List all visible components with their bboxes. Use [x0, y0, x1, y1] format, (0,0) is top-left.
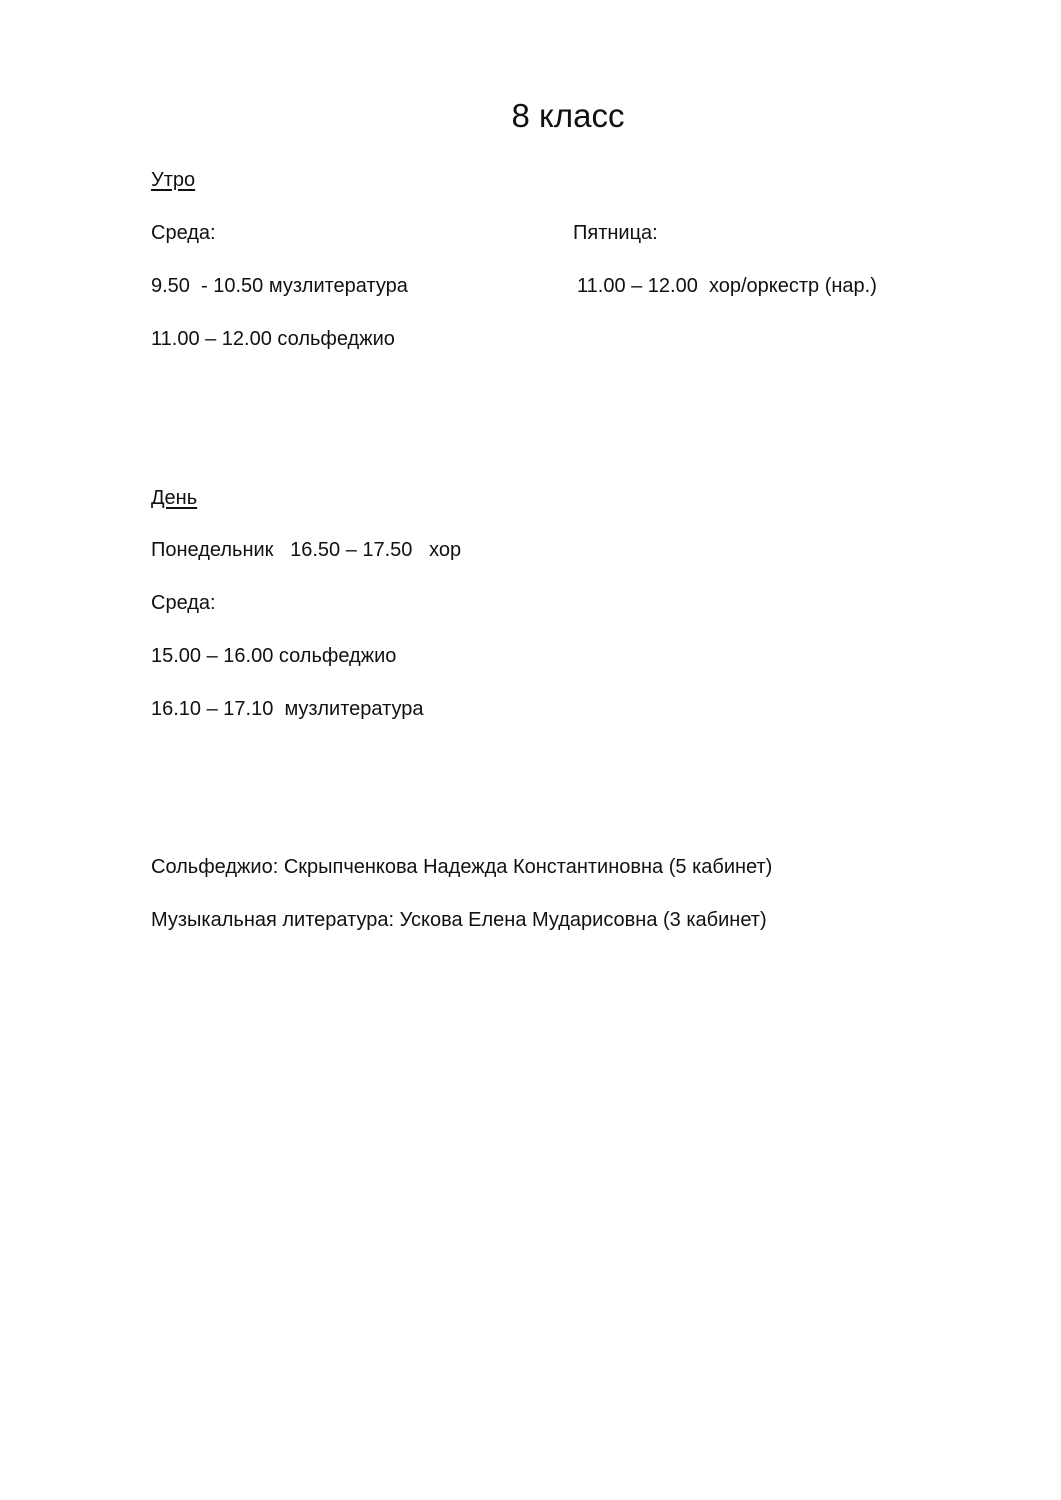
- morning-friday-lesson-1: 11.00 – 12.00 хор/оркестр (нар.): [577, 275, 877, 297]
- page-title: 8 класс: [511, 97, 625, 134]
- morning-heading: Утро: [151, 169, 196, 191]
- morning-wednesday-label: Среда:: [151, 222, 216, 244]
- morning-friday-label: Пятница:: [573, 222, 658, 244]
- afternoon-heading: День: [151, 487, 198, 509]
- morning-wednesday-lesson-1: 9.50 - 10.50 музлитература: [151, 275, 408, 297]
- teacher-music-literature: Музыкальная литература: Ускова Елена Мударисовна (3 кабинет): [151, 909, 767, 931]
- afternoon-wednesday-lesson-1: 15.00 – 16.00 сольфеджио: [151, 645, 397, 667]
- morning-wednesday-lesson-2: 11.00 – 12.00 сольфеджио: [151, 328, 395, 350]
- afternoon-wednesday-lesson-2: 16.10 – 17.10 музлитература: [151, 698, 424, 720]
- teacher-solfeggio: Сольфеджио: Скрыпченкова Надежда Константиновна (5 кабинет): [151, 856, 773, 878]
- afternoon-wednesday-label: Среда:: [151, 592, 216, 614]
- afternoon-monday-line: Понедельник 16.50 – 17.50 хор: [151, 539, 462, 561]
